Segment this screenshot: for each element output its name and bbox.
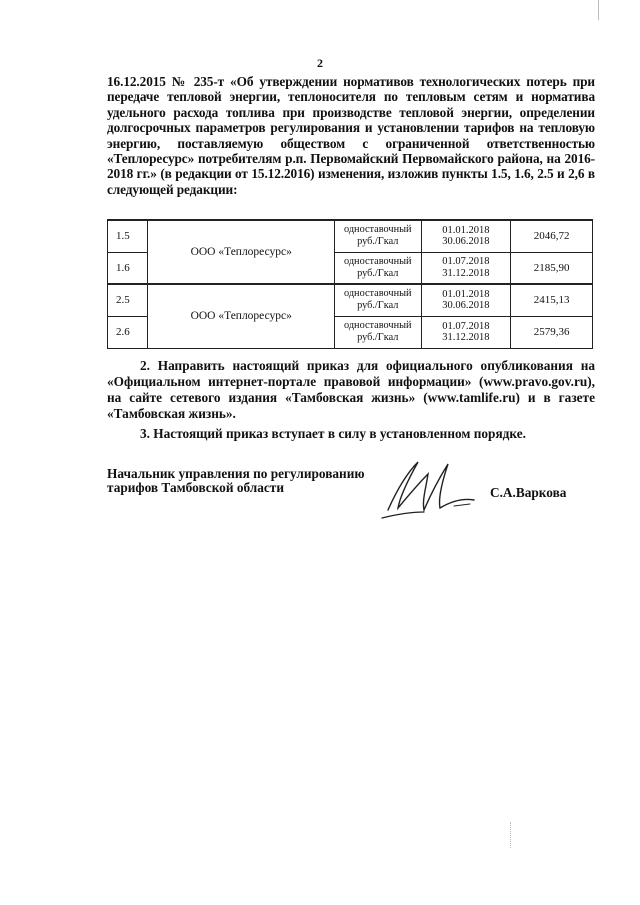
signatory-position xyxy=(107,467,377,495)
period-from: 01.01.2018 xyxy=(442,288,490,300)
paragraph-effect: 3. Настоящий приказ вступает в силу в установленном порядке. xyxy=(140,426,526,441)
period-cell xyxy=(421,252,511,284)
rate-type: одноставочный xyxy=(343,255,412,267)
paragraph-publication: 2. Направить настоящий приказ для официального опубликования на «Официальном интернет-портале правовой информации» (www.pravo.gov.ru), на сайте сетевого издания «Тамбовская жизнь» (www.tamlife.ru) и в газете «Тамбовская жизнь». xyxy=(107,358,595,421)
item-number: 1.6 xyxy=(108,252,148,284)
scan-edge-mark xyxy=(598,0,599,20)
item-number: 2.5 xyxy=(108,284,148,316)
unit-cell xyxy=(334,252,421,284)
period-from: 01.07.2018 xyxy=(442,320,490,332)
intro-text: 16.12.2015 № 235-т «Об утверждении нормативов технологических потерь при передаче тепловой энергии, теплоносителя по тепловым сетям и норматива удельного расхода топлива при производстве тепловой энергии, определении долгосрочных параметров регулирования и установлении тарифов на тепловую энергию, поставляемую обществом с ограниченной ответственностью «Теплоресурс» потребителям р.п. Первомайский Первомайского района, на 2016-2018 гг.» (в редакции от 15.12.2016) изменения, изложив пункты 1.5, 1.6, 2.5 и 2,6 в следующей редакции: xyxy=(107,74,595,197)
organization-cell: ООО «Теплоресурс» xyxy=(148,284,335,348)
tariff-value: 2185,90 xyxy=(511,252,593,284)
period-from: 01.01.2018 xyxy=(442,224,490,236)
handwritten-signature xyxy=(378,452,488,524)
rate-type: одноставочный xyxy=(343,320,412,331)
period-to: 31.12.2018 xyxy=(442,332,490,343)
position-line-2: тарифов Тамбовской области xyxy=(107,480,284,495)
period-cell xyxy=(421,316,511,348)
unit-cell xyxy=(334,220,421,252)
organization-cell: ООО «Теплоресурс» xyxy=(148,220,335,284)
rate-unit: руб./Гкал xyxy=(357,300,399,312)
tariff-value: 2046,72 xyxy=(511,220,593,252)
rate-type: одноставочный xyxy=(343,224,412,236)
rate-type: одноставочный xyxy=(343,288,412,300)
rate-unit: руб./Гкал xyxy=(357,236,399,248)
signer-name: С.А.Варкова xyxy=(490,485,567,500)
page-number: 2 xyxy=(317,56,323,70)
period-cell xyxy=(421,220,511,252)
unit-cell xyxy=(334,284,421,316)
item-number: 2.6 xyxy=(108,316,148,348)
table-row xyxy=(108,220,593,252)
period-to: 31.12.2018 xyxy=(442,267,490,279)
item-number: 1.5 xyxy=(108,220,148,252)
position-line-1: Начальник управления по регулированию xyxy=(107,466,365,481)
table-row xyxy=(108,284,593,316)
period-to: 30.06.2018 xyxy=(442,300,490,312)
period-to: 30.06.2018 xyxy=(442,236,490,248)
tariff-value: 2415,13 xyxy=(511,284,593,316)
unit-cell xyxy=(334,316,421,348)
rate-unit: руб./Гкал xyxy=(357,267,399,279)
intro-paragraph xyxy=(107,74,595,197)
rate-unit: руб./Гкал xyxy=(357,332,399,343)
tariff-table xyxy=(107,219,593,349)
tariff-value: 2579,36 xyxy=(511,316,593,348)
period-cell xyxy=(421,284,511,316)
period-from: 01.07.2018 xyxy=(442,256,490,268)
scan-artifact xyxy=(510,822,512,848)
